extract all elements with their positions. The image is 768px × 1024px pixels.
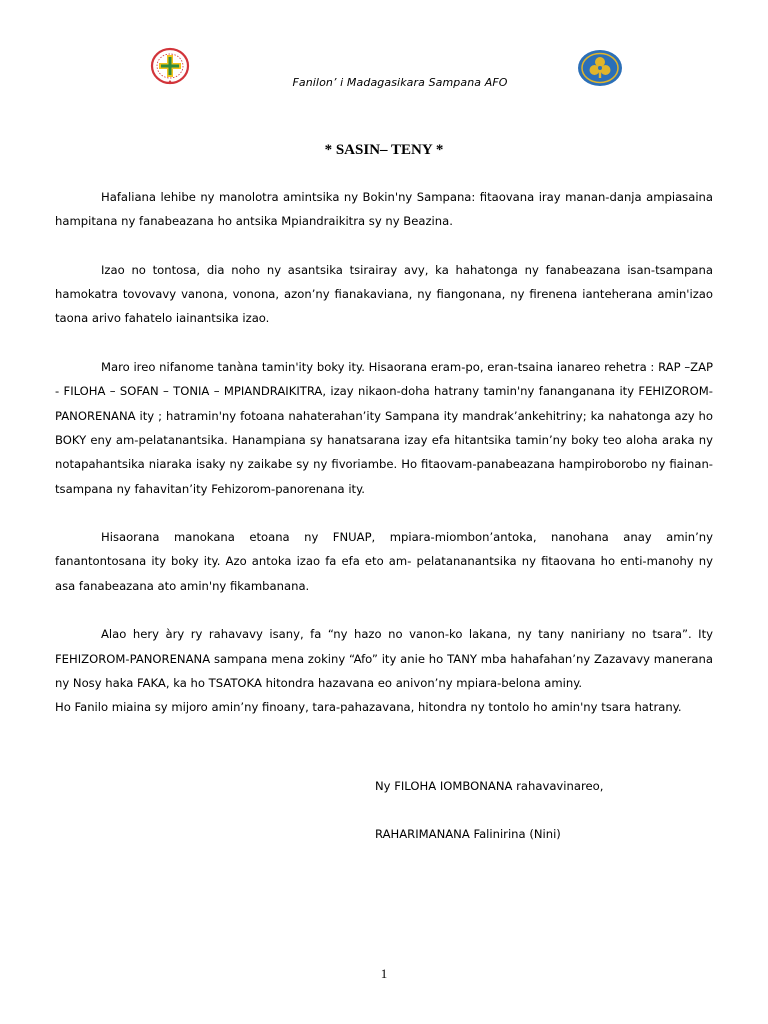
header-text: Fanilon’ i Madagasikara Sampana AFO bbox=[292, 76, 508, 89]
paragraph: Maro ireo nifanome tanàna tamin'ity boky ity. Hisaorana eram-po, eran-tsaina ianareo rehetra : RAP –ZAP - FILOHA – SOFAN – TONIA – MPIANDRAIKITRA, izay nikaon-doha hatrany tamin'ny fananganana ity FEHIZOROM-PANORENANA ity ; hatramin'ny fotoana nahaterahan’ity Sampana ity mandrak’ankehitriny; ka nahatonga azy ho BOKY eny am-pelatanantsika. Hanampiana sy hanatsarana izay efa hitantsika tamin’ny boky teo aloha araka ny notapahantsika niaraka isaky ny zaikabe sy ny fivoriambe. Ho fitaovam-panabeazana hampiroborobo ny fiainan-tsampana ny fahavitan’ity Fehizorom-panorenana ity. bbox=[55, 360, 713, 496]
signature-name: RAHARIMANANA Falinirina (Nini) bbox=[375, 827, 561, 841]
paragraph: Alao hery àry ry rahavavy isany, fa “ny hazo no vanon-ko lakana, ny tany naniriany no tsara”. Ity FEHIZOROM-PANORENANA sampana mena zokiny “Afo” ity anie ho TANY mba hahafahan’ny Zazavavy manerana ny Nosy haka FAKA, ka ho TSATOKA hitondra hazavana eo anivon’ny mpiara-belona aminy. bbox=[55, 627, 713, 690]
paragraph: Izao no tontosa, dia noho ny asantsika tsirairay avy, ka hahatonga ny fanabeazana isan-tsampana hamokatra tovovavy vanona, vonona, azon’ny fianakaviana, ny fiangonana, ny firenena ianteherana amin'izao taona arivo fahatelo iainantsika izao. bbox=[55, 262, 713, 326]
paragraph: Hisaorana manokana etoana ny FNUAP, mpiara-miombon’antoka, nanohana anay amin’ny fanantontosana ity boky ity. Azo antoka izao fa efa eto am- pelatananantsika ny fitaovana ho enti-manohy ny asa fanabeazana ato amin'ny fikambanana. bbox=[55, 530, 713, 593]
paragraph: Hafaliana lehibe ny manolotra amintsika ny Bokin'ny Sampana: fitaovana iray manan-danja ampiasaina hampitana ny fanabeazana ho antsika Mpiandraikitra sy ny Beazina. bbox=[55, 190, 713, 229]
signature-role: Ny FILOHA IOMBONANA rahavavinareo, bbox=[375, 779, 604, 793]
page-number: 1 bbox=[380, 966, 388, 981]
document-title: * SASIN– TENY * bbox=[324, 142, 444, 158]
paragraph: Ho Fanilo miaina sy mijoro amin’ny finoany, tara-pahazavana, hitondra ny tontolo ho amin'ny tsara hatrany. bbox=[55, 700, 682, 715]
document-body bbox=[55, 185, 713, 720]
